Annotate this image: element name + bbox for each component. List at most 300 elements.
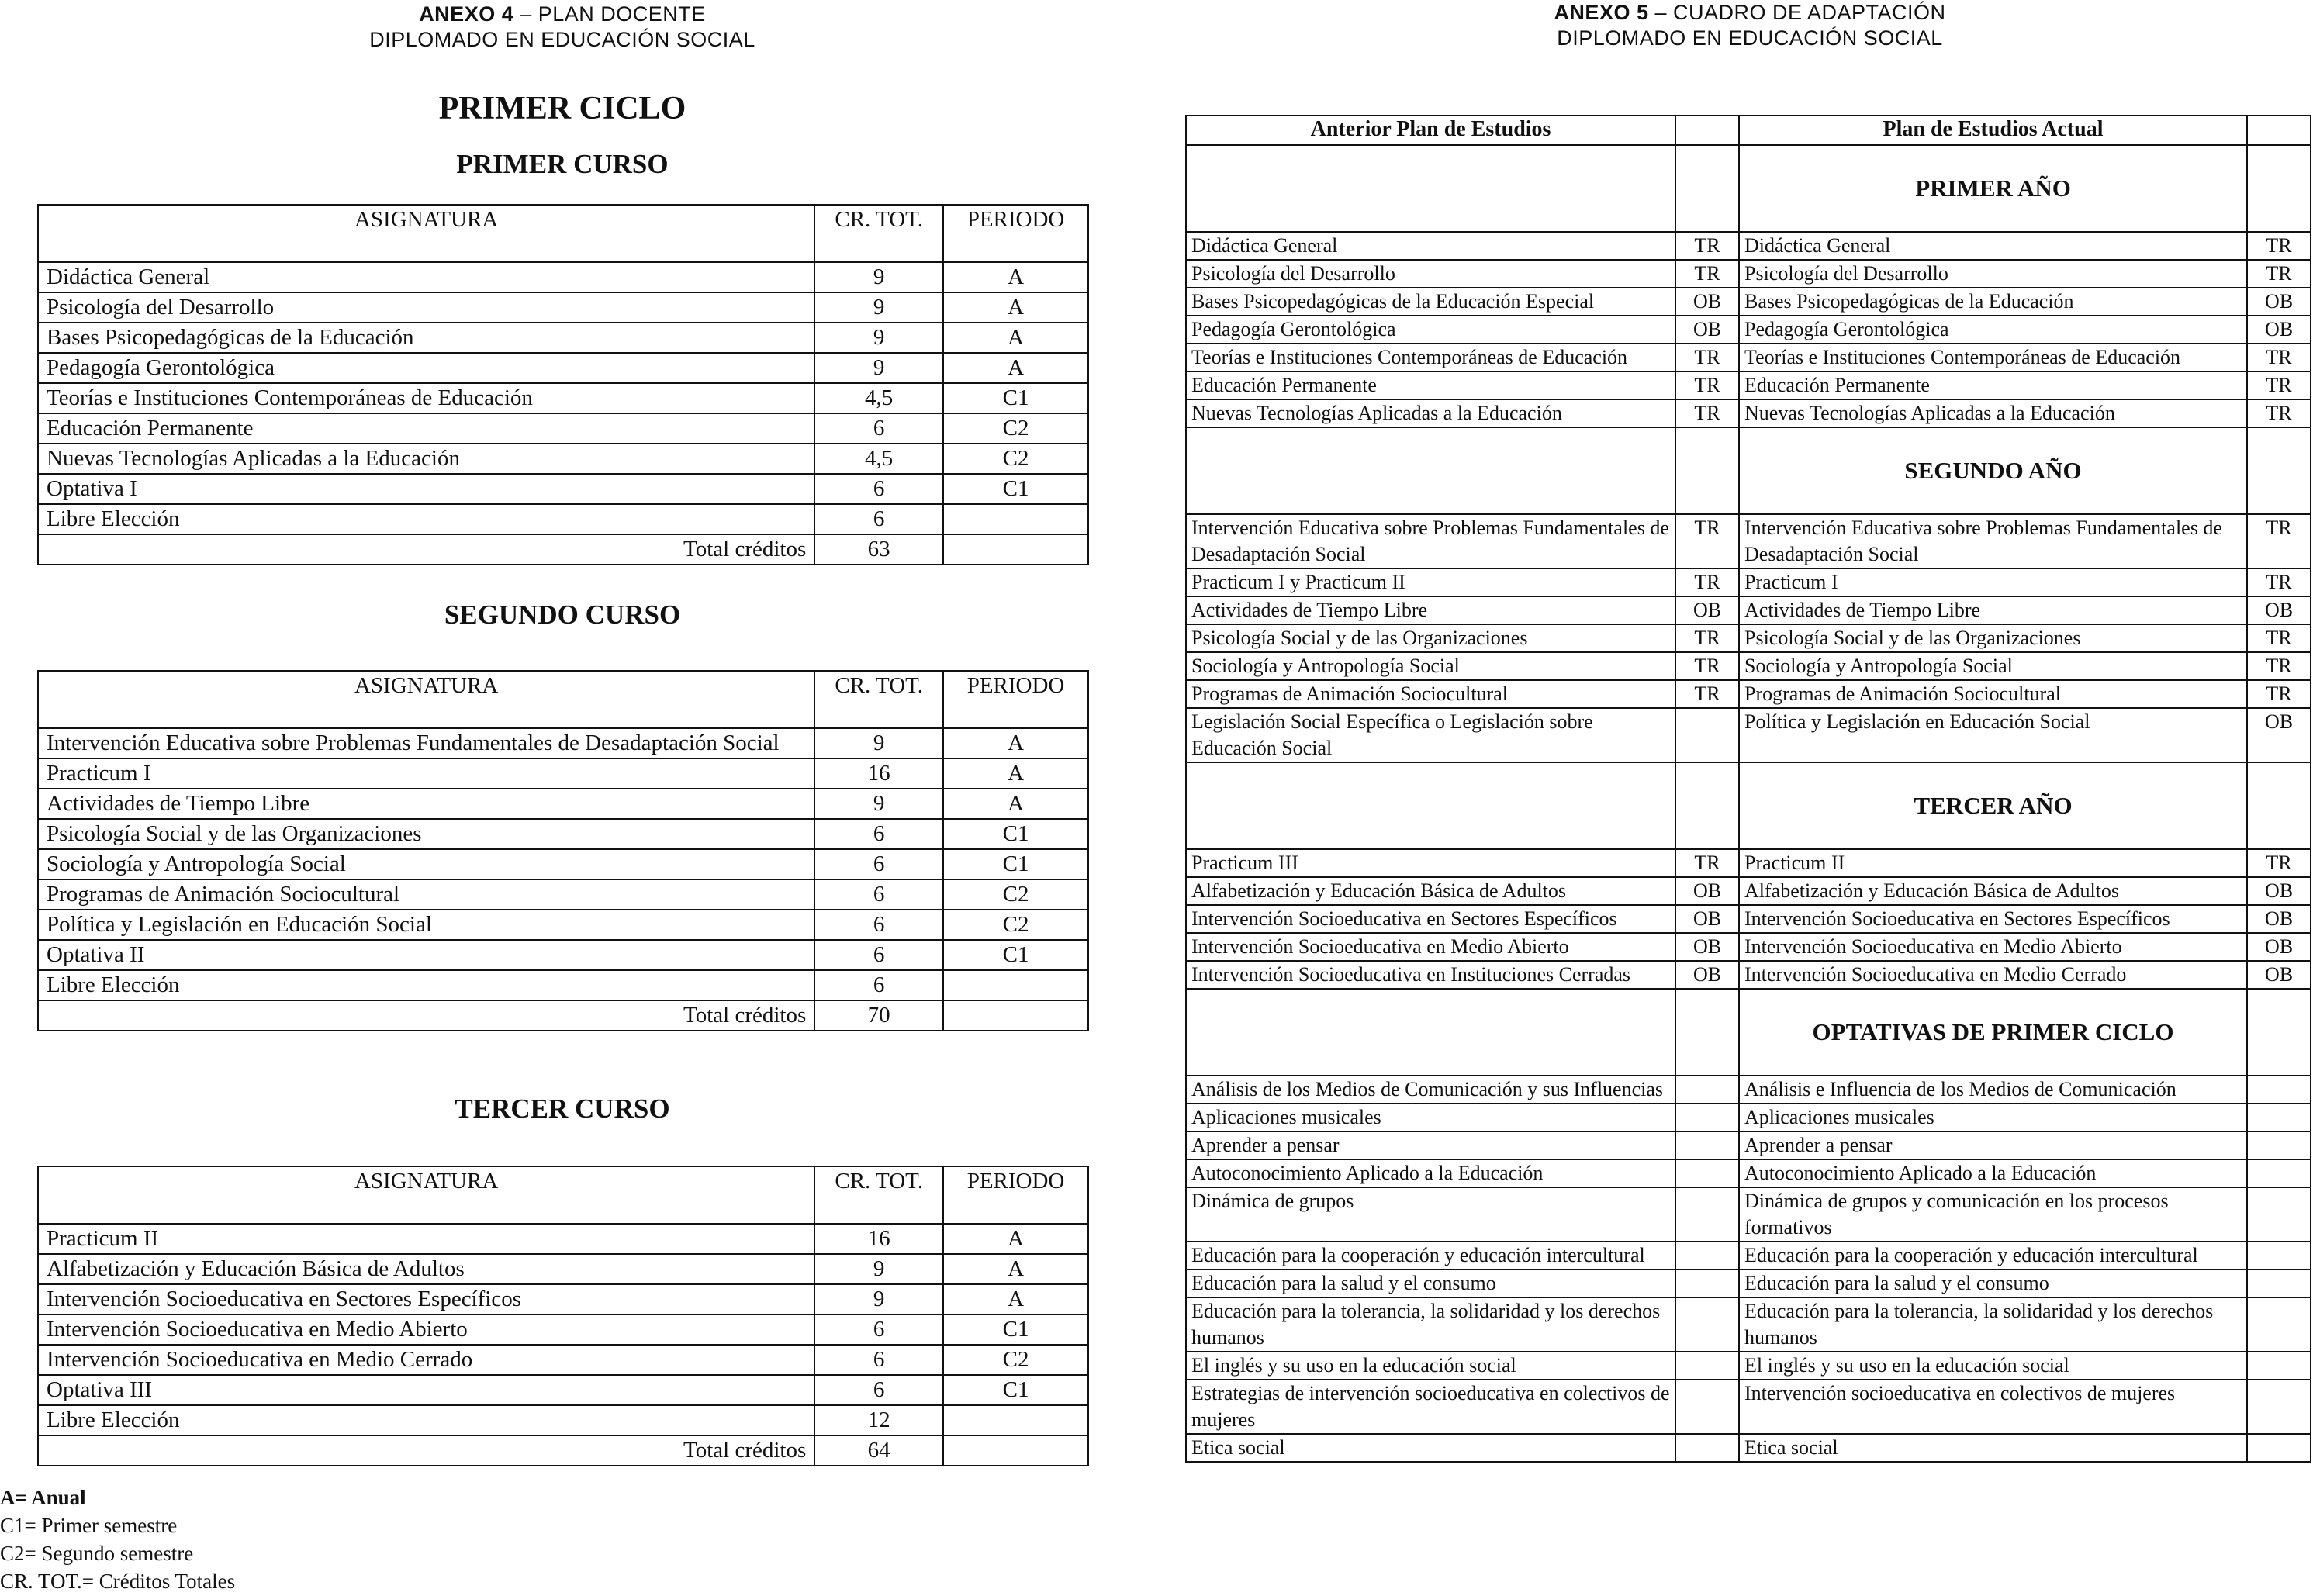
table-row (38, 849, 1088, 879)
total-row (38, 534, 1088, 565)
table-row (1186, 568, 2311, 596)
credits-cell: 12 (814, 1405, 943, 1435)
section-title: TERCER AÑO (1739, 762, 2247, 849)
ciclo-title: PRIMER CICLO (438, 91, 686, 126)
credits-cell: 9 (814, 262, 943, 292)
actual-type (2247, 1352, 2311, 1380)
total-value: 64 (814, 1435, 943, 1466)
actual-type: TR (2247, 652, 2311, 680)
anterior-subject: Alfabetización y Educación Básica de Adultos (1186, 877, 1675, 905)
section-title: PRIMER AÑO (1739, 145, 2247, 232)
legend-item: CR. TOT.= Créditos Totales (0, 1570, 236, 1593)
actual-subject: Nuevas Tecnologías Aplicadas a la Educación (1739, 399, 2247, 427)
period-cell: A (943, 758, 1088, 789)
table-row (1186, 1104, 2311, 1131)
period-cell: A (943, 292, 1088, 323)
total-empty (943, 1435, 1088, 1466)
subject-cell: Intervención Socioeducativa en Sectores Específicos (38, 1284, 814, 1314)
table-row (1186, 877, 2311, 905)
period-cell: C2 (943, 413, 1088, 444)
actual-subject: Política y Legislación en Educación Social (1739, 708, 2247, 762)
section-empty (2247, 145, 2311, 232)
actual-subject: Aplicaciones musicales (1739, 1104, 2247, 1131)
actual-type (2247, 1131, 2311, 1159)
anterior-subject: Aplicaciones musicales (1186, 1104, 1675, 1131)
table-row (1186, 1242, 2311, 1270)
total-empty (943, 1000, 1088, 1031)
total-label: Total créditos (38, 534, 814, 565)
anterior-subject: Actividades de Tiempo Libre (1186, 596, 1675, 624)
actual-subject: Pedagogía Gerontológica (1739, 316, 2247, 344)
table-row (1186, 399, 2311, 427)
period-cell: C2 (943, 1345, 1088, 1375)
subject-cell: Optativa I (38, 474, 814, 504)
actual-type: TR (2247, 399, 2311, 427)
table-row (38, 353, 1088, 383)
actual-subject: Actividades de Tiempo Libre (1739, 596, 2247, 624)
plan-table (37, 204, 1089, 565)
subject-cell: Educación Permanente (38, 413, 814, 444)
subject-cell: Psicología Social y de las Organizaciones (38, 819, 814, 849)
subject-cell: Alfabetización y Educación Básica de Adultos (38, 1254, 814, 1284)
plan-table (37, 670, 1089, 1031)
table-row (38, 819, 1088, 849)
credits-cell: 16 (814, 1224, 943, 1254)
plan-table (37, 1166, 1089, 1466)
anterior-type: TR (1675, 568, 1739, 596)
period-cell: A (943, 262, 1088, 292)
period-cell: A (943, 1284, 1088, 1314)
table-row (38, 413, 1088, 444)
anterior-subject: Legislación Social Específica o Legislación sobre Educación Social (1186, 708, 1675, 762)
credits-cell: 6 (814, 504, 943, 534)
table-row (38, 1375, 1088, 1405)
anterior-type (1675, 1131, 1739, 1159)
anterior-subject: Psicología Social y de las Organizaciones (1186, 624, 1675, 652)
total-label: Total créditos (38, 1435, 814, 1466)
header-periodo: PERIODO (943, 205, 1088, 262)
actual-subject: Practicum II (1739, 849, 2247, 877)
period-cell: C1 (943, 940, 1088, 970)
table-row (1186, 1297, 2311, 1352)
section-empty (1675, 989, 1739, 1076)
actual-type (2247, 1434, 2311, 1462)
anterior-type (1675, 1242, 1739, 1270)
header-type-actual (2247, 116, 2311, 145)
actual-subject: Teorías e Instituciones Contemporáneas de Educación (1739, 344, 2247, 371)
table-row (1186, 1187, 2311, 1242)
actual-subject: Educación para la tolerancia, la solidaridad y los derechos humanos (1739, 1297, 2247, 1352)
actual-type: OB (2247, 877, 2311, 905)
actual-type (2247, 1297, 2311, 1352)
subject-cell: Didáctica General (38, 262, 814, 292)
anterior-type (1675, 1187, 1739, 1242)
anterior-type: TR (1675, 232, 1739, 260)
actual-subject: Psicología Social y de las Organizaciones (1739, 624, 2247, 652)
anterior-type: TR (1675, 514, 1739, 568)
section-empty (1675, 762, 1739, 849)
subject-cell: Intervención Socioeducativa en Medio Cerrado (38, 1345, 814, 1375)
section-empty (2247, 762, 2311, 849)
section-empty (1186, 989, 1675, 1076)
period-cell: A (943, 1224, 1088, 1254)
anexo4-title-rest: – PLAN DOCENTE (513, 2, 706, 26)
actual-type: OB (2247, 596, 2311, 624)
anterior-type (1675, 1076, 1739, 1104)
actual-subject: Sociología y Antropología Social (1739, 652, 2247, 680)
period-cell (943, 504, 1088, 534)
anterior-type: TR (1675, 849, 1739, 877)
plan-header-row (38, 205, 1088, 262)
table-row (1186, 652, 2311, 680)
anterior-subject: Intervención Educativa sobre Problemas Fundamentales de Desadaptación Social (1186, 514, 1675, 568)
total-value: 63 (814, 534, 943, 565)
credits-cell: 9 (814, 1284, 943, 1314)
section-title: SEGUNDO AÑO (1739, 427, 2247, 514)
actual-subject: Practicum I (1739, 568, 2247, 596)
curso-title: SEGUNDO CURSO (444, 599, 681, 630)
subject-cell: Libre Elección (38, 1405, 814, 1435)
subject-cell: Libre Elección (38, 504, 814, 534)
credits-cell: 6 (814, 1375, 943, 1405)
actual-type: TR (2247, 680, 2311, 708)
anterior-subject: Autoconocimiento Aplicado a la Educación (1186, 1159, 1675, 1187)
anterior-subject: Practicum I y Practicum II (1186, 568, 1675, 596)
anterior-type: TR (1675, 624, 1739, 652)
header-asignatura: ASIGNATURA (38, 671, 814, 728)
period-cell: A (943, 323, 1088, 353)
actual-subject: Intervención Socioeducativa en Sectores Específicos (1739, 905, 2247, 933)
table-row (38, 504, 1088, 534)
anterior-subject: Etica social (1186, 1434, 1675, 1462)
credits-cell: 9 (814, 728, 943, 758)
header-periodo: PERIODO (943, 671, 1088, 728)
legend-item: A= Anual (0, 1486, 86, 1509)
table-row (1186, 232, 2311, 260)
section-empty (1675, 145, 1739, 232)
header-actual: Plan de Estudios Actual (1739, 116, 2247, 145)
anexo5-header (1187, 0, 2313, 51)
period-cell: C1 (943, 849, 1088, 879)
table-row (1186, 1076, 2311, 1104)
table-row (38, 1405, 1088, 1435)
subject-cell: Teorías e Instituciones Contemporáneas de Educación (38, 383, 814, 413)
actual-subject: Educación Permanente (1739, 371, 2247, 399)
table-row (1186, 1380, 2311, 1434)
actual-subject: Intervención Educativa sobre Problemas Fundamentales de Desadaptación Social (1739, 514, 2247, 568)
subject-cell: Libre Elección (38, 970, 814, 1000)
table-row (38, 1314, 1088, 1345)
actual-subject: Autoconocimiento Aplicado a la Educación (1739, 1159, 2247, 1187)
anterior-subject: Intervención Socioeducativa en Instituciones Cerradas (1186, 961, 1675, 989)
actual-type: OB (2247, 905, 2311, 933)
table-row (38, 789, 1088, 819)
anterior-subject: El inglés y su uso en la educación social (1186, 1352, 1675, 1380)
period-cell: A (943, 1254, 1088, 1284)
anterior-subject: Psicología del Desarrollo (1186, 260, 1675, 288)
period-cell: A (943, 728, 1088, 758)
subject-cell: Nuevas Tecnologías Aplicadas a la Educación (38, 444, 814, 474)
header-creditos: CR. TOT. (814, 671, 943, 728)
actual-type: TR (2247, 624, 2311, 652)
period-cell: A (943, 789, 1088, 819)
anterior-type: TR (1675, 652, 1739, 680)
actual-type: OB (2247, 961, 2311, 989)
section-empty (1675, 427, 1739, 514)
subject-cell: Intervención Socioeducativa en Medio Abierto (38, 1314, 814, 1345)
subject-cell: Actividades de Tiempo Libre (38, 789, 814, 819)
anterior-type (1675, 1159, 1739, 1187)
table-row (38, 323, 1088, 353)
total-row (38, 1000, 1088, 1031)
actual-type: TR (2247, 344, 2311, 371)
table-row (1186, 260, 2311, 288)
actual-type: OB (2247, 933, 2311, 961)
anterior-type: TR (1675, 680, 1739, 708)
period-cell: A (943, 353, 1088, 383)
table-row (1186, 288, 2311, 316)
anterior-type: OB (1675, 933, 1739, 961)
period-cell: C2 (943, 444, 1088, 474)
total-value: 70 (814, 1000, 943, 1031)
credits-cell: 6 (814, 940, 943, 970)
anterior-type: OB (1675, 596, 1739, 624)
subject-cell: Practicum II (38, 1224, 814, 1254)
table-row (1186, 708, 2311, 762)
table-row (1186, 596, 2311, 624)
table-row (38, 758, 1088, 789)
actual-type (2247, 1159, 2311, 1187)
period-cell: C1 (943, 1375, 1088, 1405)
anterior-subject: Educación para la cooperación y educación intercultural (1186, 1242, 1675, 1270)
credits-cell: 9 (814, 789, 943, 819)
table-row (1186, 1159, 2311, 1187)
subject-cell: Optativa II (38, 940, 814, 970)
header-asignatura: ASIGNATURA (38, 205, 814, 262)
section-empty (1186, 762, 1675, 849)
credits-cell: 6 (814, 970, 943, 1000)
actual-type (2247, 1270, 2311, 1297)
header-periodo: PERIODO (943, 1166, 1088, 1224)
anterior-subject: Intervención Socioeducativa en Medio Abierto (1186, 933, 1675, 961)
actual-subject: El inglés y su uso en la educación social (1739, 1352, 2247, 1380)
legend-item: C1= Primer semestre (0, 1514, 178, 1537)
table-row (1186, 1434, 2311, 1462)
adaptation-table (1185, 115, 2311, 1463)
section-title: OPTATIVAS DE PRIMER CICLO (1739, 989, 2247, 1076)
table-row (1186, 371, 2311, 399)
section-empty (2247, 989, 2311, 1076)
section-empty (2247, 427, 2311, 514)
table-row (38, 1224, 1088, 1254)
credits-cell: 9 (814, 353, 943, 383)
anterior-type: TR (1675, 371, 1739, 399)
anterior-subject: Análisis de los Medios de Comunicación y sus Influencias (1186, 1076, 1675, 1104)
table-row (38, 444, 1088, 474)
section-row (1186, 145, 2311, 232)
actual-subject: Programas de Animación Sociocultural (1739, 680, 2247, 708)
header-creditos: CR. TOT. (814, 205, 943, 262)
anterior-type: OB (1675, 905, 1739, 933)
header-asignatura: ASIGNATURA (38, 1166, 814, 1224)
actual-subject: Bases Psicopedagógicas de la Educación (1739, 288, 2247, 316)
table-row (38, 1345, 1088, 1375)
actual-type: TR (2247, 232, 2311, 260)
credits-cell: 4,5 (814, 444, 943, 474)
table-row (1186, 849, 2311, 877)
actual-subject: Dinámica de grupos y comunicación en los procesos formativos (1739, 1187, 2247, 1242)
anterior-type: OB (1675, 288, 1739, 316)
table-row (1186, 624, 2311, 652)
table-row (38, 970, 1088, 1000)
anexo4-title-bold: ANEXO 4 (419, 2, 514, 26)
anterior-subject: Aprender a pensar (1186, 1131, 1675, 1159)
actual-subject: Etica social (1739, 1434, 2247, 1462)
table-row (1186, 961, 2311, 989)
actual-type (2247, 1242, 2311, 1270)
anterior-type (1675, 708, 1739, 762)
anterior-type (1675, 1352, 1739, 1380)
subject-cell: Programas de Animación Sociocultural (38, 879, 814, 910)
period-cell: C2 (943, 879, 1088, 910)
anterior-subject: Estrategias de intervención socioeducativa en colectivos de mujeres (1186, 1380, 1675, 1434)
actual-subject: Intervención Socioeducativa en Medio Abierto (1739, 933, 2247, 961)
table-row (1186, 344, 2311, 371)
table-row (1186, 1270, 2311, 1297)
anterior-type: OB (1675, 961, 1739, 989)
anterior-subject: Dinámica de grupos (1186, 1187, 1675, 1242)
table-row (38, 1284, 1088, 1314)
actual-subject: Psicología del Desarrollo (1739, 260, 2247, 288)
table-row (38, 910, 1088, 940)
credits-cell: 6 (814, 1345, 943, 1375)
actual-type: OB (2247, 316, 2311, 344)
anterior-subject: Bases Psicopedagógicas de la Educación Especial (1186, 288, 1675, 316)
table-row (1186, 1352, 2311, 1380)
table-row (1186, 1131, 2311, 1159)
anterior-subject: Practicum III (1186, 849, 1675, 877)
table-row (38, 728, 1088, 758)
anterior-type: TR (1675, 344, 1739, 371)
subject-cell: Practicum I (38, 758, 814, 789)
anterior-type: TR (1675, 399, 1739, 427)
credits-cell: 6 (814, 849, 943, 879)
anterior-type: OB (1675, 877, 1739, 905)
actual-subject: Didáctica General (1739, 232, 2247, 260)
anexo4-subtitle: DIPLOMADO EN EDUCACIÓN SOCIAL (369, 28, 755, 51)
anterior-type (1675, 1380, 1739, 1434)
subject-cell: Pedagogía Gerontológica (38, 353, 814, 383)
credits-cell: 9 (814, 292, 943, 323)
header-creditos: CR. TOT. (814, 1166, 943, 1224)
total-empty (943, 534, 1088, 565)
section-row (1186, 762, 2311, 849)
anexo5-title-rest: – CUADRO DE ADAPTACIÓN (1648, 1, 1946, 24)
credits-cell: 6 (814, 879, 943, 910)
period-cell (943, 970, 1088, 1000)
actual-subject: Educación para la salud y el consumo (1739, 1270, 2247, 1297)
actual-subject: Educación para la cooperación y educación intercultural (1739, 1242, 2247, 1270)
subject-cell: Intervención Educativa sobre Problemas Fundamentales de Desadaptación Social (38, 728, 814, 758)
anterior-subject: Educación para la tolerancia, la solidaridad y los derechos humanos (1186, 1297, 1675, 1352)
table-row (38, 383, 1088, 413)
anterior-type: TR (1675, 260, 1739, 288)
actual-type: TR (2247, 514, 2311, 568)
anterior-type (1675, 1270, 1739, 1297)
anterior-type (1675, 1434, 1739, 1462)
table-row (38, 879, 1088, 910)
table-row (1186, 514, 2311, 568)
curso-title: PRIMER CURSO (456, 149, 669, 179)
adaptation-header-row (1186, 116, 2311, 145)
plan-header-row (38, 1166, 1088, 1224)
actual-subject: Intervención socioeducativa en colectivos de mujeres (1739, 1380, 2247, 1434)
anterior-type (1675, 1104, 1739, 1131)
anterior-subject: Educación para la salud y el consumo (1186, 1270, 1675, 1297)
total-label: Total créditos (38, 1000, 814, 1031)
table-row (38, 474, 1088, 504)
actual-type: TR (2247, 260, 2311, 288)
table-row (38, 292, 1088, 323)
actual-subject: Aprender a pensar (1739, 1131, 2247, 1159)
section-row (1186, 427, 2311, 514)
actual-subject: Intervención Socioeducativa en Medio Cerrado (1739, 961, 2247, 989)
total-row (38, 1435, 1088, 1466)
anterior-type (1675, 1297, 1739, 1352)
anterior-subject: Nuevas Tecnologías Aplicadas a la Educación (1186, 399, 1675, 427)
table-row (1186, 905, 2311, 933)
anterior-subject: Teorías e Instituciones Contemporáneas de Educación (1186, 344, 1675, 371)
period-cell: C1 (943, 474, 1088, 504)
curso-title: TERCER CURSO (455, 1093, 670, 1124)
credits-cell: 9 (814, 323, 943, 353)
subject-cell: Sociología y Antropología Social (38, 849, 814, 879)
anterior-type: OB (1675, 316, 1739, 344)
credits-cell: 4,5 (814, 383, 943, 413)
actual-subject: Análisis e Influencia de los Medios de Comunicación (1739, 1076, 2247, 1104)
anexo5-title (1187, 0, 2313, 26)
actual-type (2247, 1104, 2311, 1131)
section-empty (1186, 145, 1675, 232)
anexo5-title-bold: ANEXO 5 (1554, 1, 1649, 24)
table-row (38, 262, 1088, 292)
table-row (1186, 933, 2311, 961)
subject-cell: Psicología del Desarrollo (38, 292, 814, 323)
table-row (38, 940, 1088, 970)
actual-type: TR (2247, 371, 2311, 399)
subject-cell: Política y Legislación en Educación Social (38, 910, 814, 940)
header-type-anterior (1675, 116, 1739, 145)
period-cell: C2 (943, 910, 1088, 940)
legend-item: C2= Segundo semestre (0, 1542, 194, 1565)
anexo4-title (19, 2, 1105, 27)
credits-cell: 6 (814, 474, 943, 504)
actual-type (2247, 1076, 2311, 1104)
actual-type: TR (2247, 568, 2311, 596)
credits-cell: 16 (814, 758, 943, 789)
anterior-subject: Pedagogía Gerontológica (1186, 316, 1675, 344)
period-cell (943, 1405, 1088, 1435)
credits-cell: 9 (814, 1254, 943, 1284)
plan-header-row (38, 671, 1088, 728)
header-anterior: Anterior Plan de Estudios (1186, 116, 1675, 145)
legend (0, 1484, 235, 1595)
period-cell: C1 (943, 383, 1088, 413)
credits-cell: 6 (814, 413, 943, 444)
actual-type: OB (2247, 708, 2311, 762)
credits-cell: 6 (814, 819, 943, 849)
anexo4-header (19, 2, 1105, 53)
